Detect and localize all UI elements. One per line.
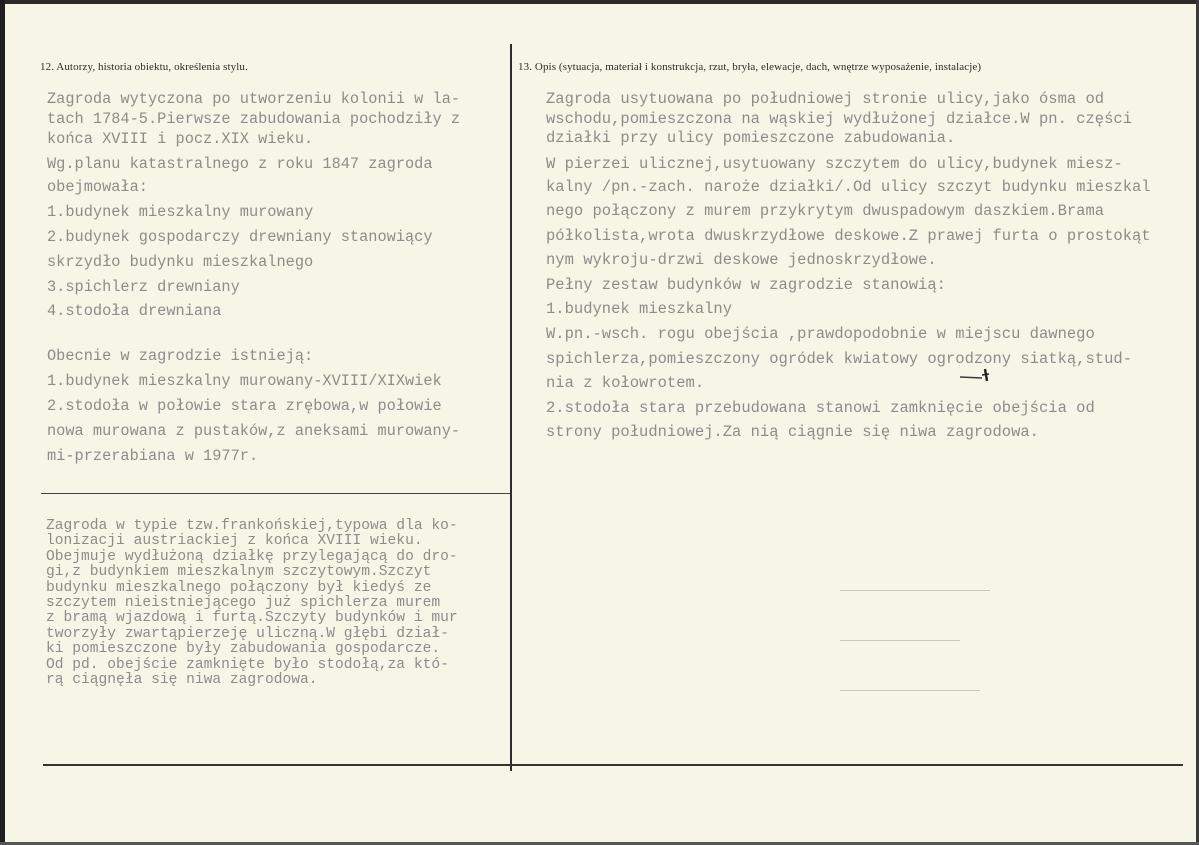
text-line: W.pn.-wsch. rogu obejścia ,prawdopodobnie w miejscu dawnego <box>546 325 1095 344</box>
text-line: Zagroda wytyczona po utworzeniu kolonii w la- <box>47 90 461 108</box>
text-line: W pierzei ulicznej,usytuowany szczytem do ulicy,budynek miesz- <box>546 154 1123 173</box>
section-13-header: 13. Opis (sytuacja, materiał i konstrukcja, rzut, bryła, elewacje, dach, wnętrze wyposażenie, instalacje) <box>518 61 982 73</box>
text-line: półkolista,wrota dwuskrzydłowe deskowe.Z prawej furta o prostokąt <box>546 226 1151 245</box>
style-text <box>46 519 458 688</box>
text-line: szczytem nieistniejącego już spichlerza murem <box>46 594 441 611</box>
text-line: Zagroda w typie tzw.frankońskiej,typowa dla ko- <box>46 518 458 534</box>
text-line: Zagroda usytuowana po południowej stronie ulicy,jako ósma od <box>546 90 1105 108</box>
text-line: lonizacji austriackiej z końca XVIII wieku. <box>46 533 423 550</box>
text-line: gi,z budynkiem mieszkalnym szczytowym.Szczyt <box>46 564 432 581</box>
text-line: Od pd. obejście zamknięte było stodołą,za któ- <box>46 656 449 673</box>
bottom-rule <box>43 764 1183 766</box>
scan-edge-left <box>0 0 5 845</box>
text-line: wschodu,pomieszczona na wąskiej wydłużonej działce.W pn. części <box>546 109 1132 128</box>
history-text <box>47 89 460 469</box>
text-line: 4.stodoła drewniana <box>47 302 222 321</box>
handwritten-mark <box>958 368 992 382</box>
text-line: tach 1784-5.Pierwsze zabudowania pochodziły z <box>47 110 461 128</box>
description-text <box>546 90 1151 445</box>
text-line: 2.stodoła w połowie stara zrębowa,w połowie <box>47 397 442 416</box>
text-line: kalny /pn.-zach. naroże działki/.Od ulicy szczyt budynku mieszkal <box>546 177 1151 196</box>
text-line: nego połączony z murem przykrytym dwuspadowym daszkiem.Brama <box>546 202 1105 221</box>
text-line: 2.budynek gospodarczy drewniany stanowiący <box>47 227 433 246</box>
text-line: obejmowała: <box>47 178 148 196</box>
text-line: budynku mieszkalnego połączony był kiedyś ze <box>46 579 432 596</box>
text-line: Wg.planu katastralnego z roku 1847 zagroda <box>47 155 433 173</box>
text-line: 1.budynek mieszkalny murowany <box>47 202 314 221</box>
section-12-header: 12. Autorzy, historia obiektu, określenia stylu. <box>40 61 248 73</box>
text-line: 1.budynek mieszkalny murowany-XVIII/XIXwiek <box>47 372 442 391</box>
text-line: 2.stodoła stara przebudowana stanowi zamknięcie obejścia od <box>546 398 1095 417</box>
text-line: 3.spichlerz drewniany <box>47 277 240 296</box>
text-line: nia z kołowrotem. <box>546 374 705 393</box>
text-line: z bramą wjazdową i furtą.Szczyty budynków i mur <box>46 610 458 627</box>
text-line: mi-przerabiana w 1977r. <box>47 446 259 465</box>
text-line: Pełny zestaw budynków w zagrodzie stanowią: <box>546 275 946 294</box>
text-line: rą ciągnęła się niwa zagrodowa. <box>46 671 318 688</box>
show-through-mark <box>840 640 960 641</box>
text-line: nowa murowana z pustaków,z aneksami murowany- <box>47 422 461 441</box>
text-line: Obejmuje wydłużoną działkę przylegającą do dro- <box>46 548 458 565</box>
text-line: skrzydło budynku mieszkalnego <box>47 252 314 271</box>
blank-line <box>47 324 460 344</box>
show-through-mark <box>840 690 980 691</box>
text-line: 1.budynek mieszkalny <box>546 300 733 319</box>
section-divider <box>41 493 510 494</box>
text-line: spichlerza,pomieszczony ogródek kwiatowy ogrodzony siatką,stud- <box>546 349 1132 368</box>
text-line: strony południowej.Za nią ciągnie się niwa zagrodowa. <box>546 423 1039 442</box>
column-divider <box>510 44 512 771</box>
show-through-mark <box>840 590 990 591</box>
text-line: działki przy ulicy pomieszczone zabudowania. <box>546 129 956 147</box>
text-line: końca XVIII i pocz.XIX wieku. <box>47 130 314 148</box>
text-line: tworzyły zwartąpierzeję uliczną.W głębi dział- <box>46 625 449 642</box>
text-line: ki pomieszczone były zabudowania gospodarcze. <box>46 641 441 658</box>
scan-edge-top <box>0 0 1199 4</box>
text-line: Obecnie w zagrodzie istnieją: <box>47 347 314 366</box>
text-line: nym wykroju-drzwi deskowe jednoskrzydłowe. <box>546 251 937 270</box>
